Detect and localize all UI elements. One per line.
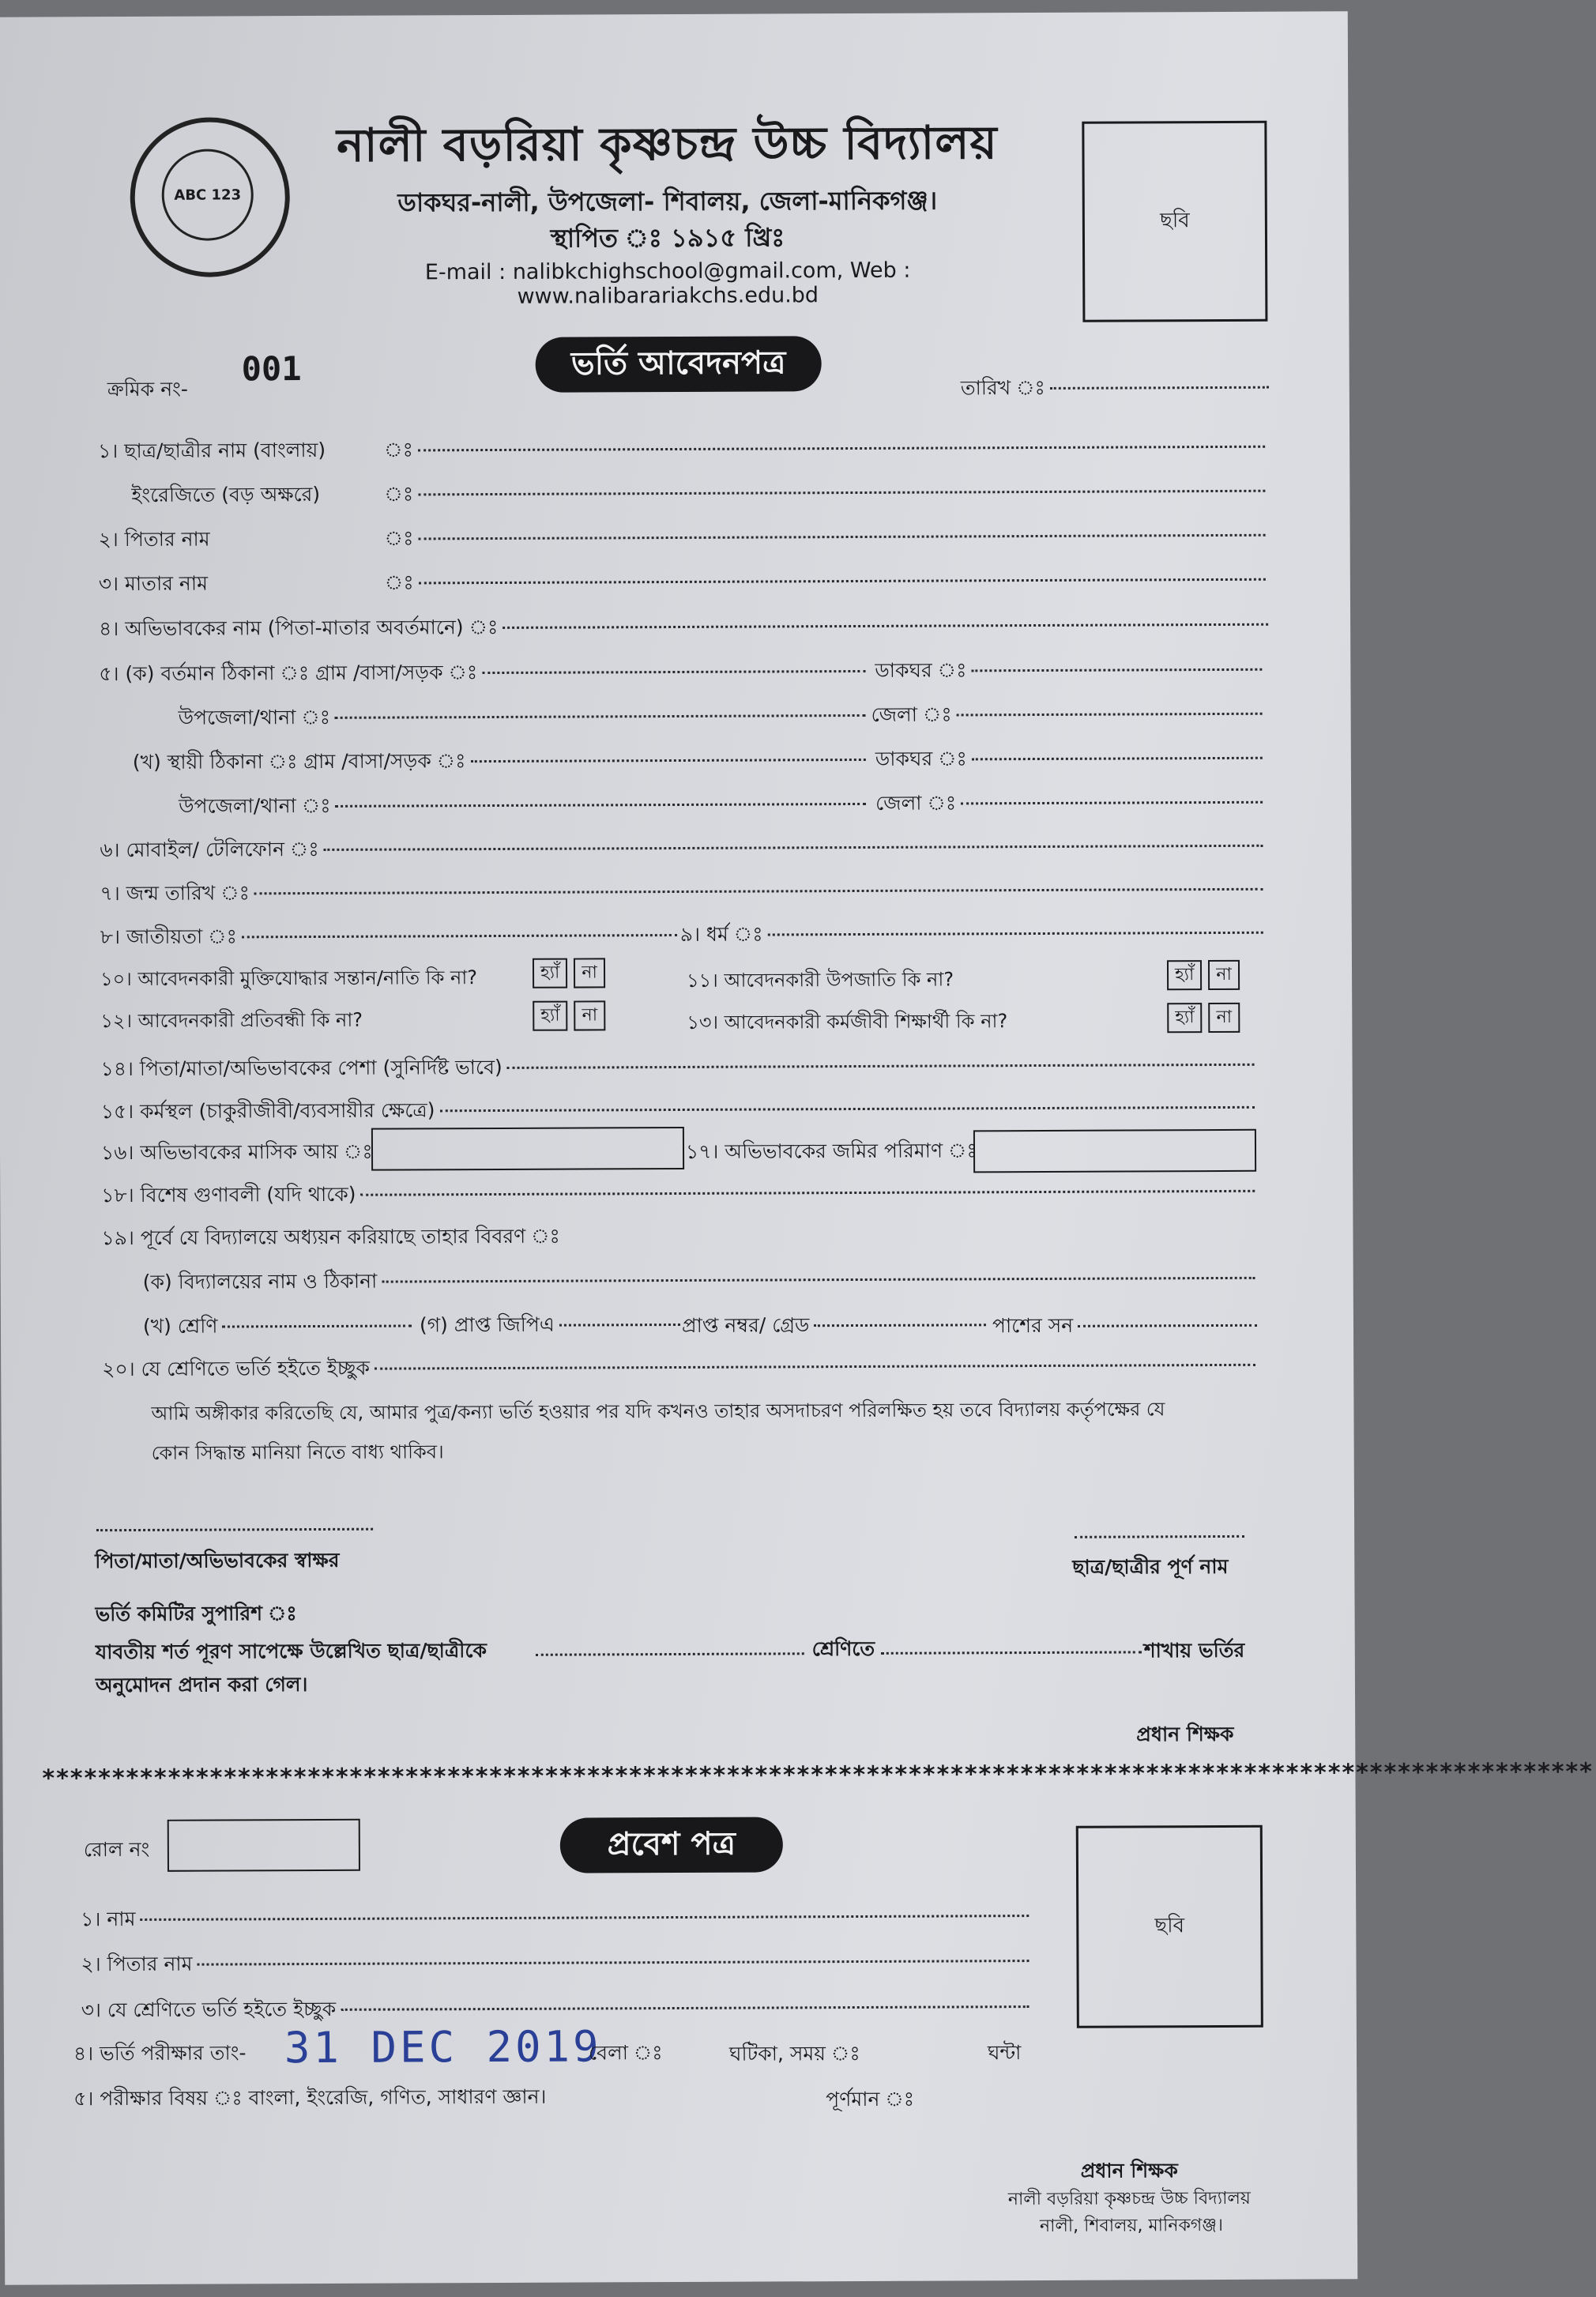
dots	[335, 714, 866, 719]
guardian-occupation-field[interactable]	[100, 1049, 1254, 1087]
nationality-field[interactable]	[100, 919, 677, 955]
f3-label: ৩। মাতার নাম	[98, 571, 208, 596]
f19-label: ১৯। পূর্বে যে বিদ্যালয়ে অধ্যয়ন করিয়াছে তাহার বিবরণ ঃ	[101, 1224, 560, 1250]
serial-label: ক্রমিক নং-	[107, 377, 188, 401]
dots	[418, 490, 1265, 496]
f6-label: ৬। মোবাইল/ টেলিফোন ঃ	[100, 837, 319, 862]
district-label-2: জেলা ঃ	[875, 791, 957, 815]
time-label: বেলা ঃ	[588, 2041, 663, 2065]
f1b-label: ইংরেজিতে (বড় অক্ষরে)	[131, 482, 321, 507]
admit-father-field[interactable]	[81, 1945, 1029, 1983]
a2-label: ২। পিতার নাম	[81, 1952, 193, 1976]
photo-box[interactable]	[1082, 121, 1267, 322]
f1-colon: ঃ	[384, 438, 413, 461]
full-marks-label: পূর্ণমান ঃ	[826, 2087, 915, 2111]
district-label: জেলা ঃ	[871, 702, 952, 726]
f11-yes-box[interactable]: হ্যাঁ	[1167, 960, 1202, 990]
f13-yes-box[interactable]: হ্যাঁ	[1167, 1003, 1202, 1033]
dots	[375, 1364, 1255, 1370]
admit-headmaster-school: নালী বড়রিয়া কৃষ্ণচন্দ্র উচ্চ বিদ্যালয়	[1007, 2188, 1251, 2210]
f13-no-box[interactable]: না	[1209, 1003, 1240, 1033]
hour-unit: ঘন্টা	[987, 2041, 1022, 2065]
f3-colon: ঃ	[384, 570, 414, 594]
post-label-2: ডাকঘর ঃ	[875, 747, 967, 770]
birthdate-field[interactable]	[100, 873, 1263, 912]
exam-date-stamp: 31 DEC 2019	[284, 2021, 602, 2073]
f19b1-label: (খ) শ্রেণি	[142, 1314, 218, 1338]
recommend-text-2: শ্রেণিতে	[811, 1636, 875, 1661]
f12-yes-box[interactable]: হ্যাঁ	[533, 1001, 567, 1031]
dots	[140, 1915, 1029, 1921]
dots	[336, 803, 867, 808]
dots	[971, 668, 1262, 672]
f19a-label: (ক) বিদ্যালয়ের নাম ও ঠিকানা	[142, 1269, 378, 1293]
school-address: ডাকঘর-নালী, উপজেলা- শিবালয়, জেলা-মানিকগঞ্জ।	[397, 185, 938, 218]
permanent-upazila-field[interactable]	[179, 788, 866, 825]
post-label: ডাকঘর ঃ	[875, 658, 967, 682]
headmaster-label: প্রধান শিক্ষক	[1136, 1722, 1234, 1746]
upazila-label: উপজেলা/থানা ঃ	[178, 705, 331, 729]
dots	[957, 713, 1263, 717]
roll-label: রোল নং	[83, 1837, 150, 1862]
date-label: তারিখ ঃ	[960, 375, 1045, 400]
form-title: ভর্তি আবেদনপত্র	[536, 336, 822, 393]
guardian-signature-label: পিতা/মাতা/অভিভাবকের স্বাক্ষর	[95, 1548, 340, 1573]
marks-grade-field[interactable]	[682, 1309, 986, 1344]
a4-label: ৪। ভর্তি পরীক্ষার তাং-	[73, 2041, 247, 2065]
admit-headmaster-address: নালী, শিবালয়, মানিকগঞ্জ।	[1039, 2215, 1223, 2237]
present-post-field[interactable]	[875, 653, 1262, 689]
recommend-text-3: শাখায় ভর্তির	[1143, 1638, 1245, 1663]
dots	[482, 670, 865, 674]
recommend-section-line[interactable]	[881, 1651, 1142, 1654]
recommend-text-4: অনুমোদন প্রদান করা গেল।	[95, 1673, 308, 1697]
dots	[503, 623, 1268, 629]
dots	[418, 446, 1265, 452]
hour-label: ঘটিকা, সময় ঃ	[728, 2041, 860, 2065]
admit-photo-label: ছবি	[1154, 1914, 1185, 1938]
dots	[254, 888, 1263, 895]
dots	[361, 1190, 1255, 1196]
dots	[972, 757, 1263, 761]
dots	[767, 932, 1263, 936]
dots	[242, 934, 677, 938]
student-name-line[interactable]	[1075, 1535, 1244, 1538]
f12-yes-no	[533, 1000, 605, 1030]
f19b4-label: পাশের সন	[992, 1313, 1074, 1338]
f16-label: ১৬। অভিভাবকের মাসিক আয় ঃ	[100, 1139, 373, 1165]
pledge-line-1: আমি অঙ্গীকার করিতেছি যে, আমার পুত্র/কন্যা ভর্তি হওয়ার পর যদি কখনও তাহার অসদাচরণ পরিলক্ষিত হয় তবে বিদ্যালয় কর্তৃপক্ষের যে	[151, 1398, 1165, 1425]
contact-info: E-mail : nalibkchighschool@gmail.com, Web : www.nalibarariakchs.edu.bd	[424, 258, 911, 309]
f10-yes-box[interactable]: হ্যাঁ	[533, 958, 567, 988]
student-name-label: ছাত্র/ছাত্রীর পূর্ণ নাম	[1072, 1554, 1229, 1579]
dots	[440, 1106, 1255, 1112]
pass-year-field[interactable]	[992, 1309, 1257, 1344]
f2-colon: ঃ	[384, 526, 414, 550]
f10-label: ১০। আবেদনকারী মুক্তিযোদ্ধার সন্তান/নাতি কি না?	[100, 966, 478, 991]
f10-yes-no	[533, 958, 605, 988]
f4-label: ৪। অভিভাবকের নাম (পিতা-মাতার অবর্তমানে) ঃ	[99, 615, 499, 641]
monthly-income-input[interactable]	[371, 1127, 684, 1171]
dots	[324, 845, 1263, 851]
a3-label: ৩। যে শ্রেণিতে ভর্তি হইতে ইচ্ছুক	[81, 1997, 337, 2022]
recommend-student-line[interactable]	[536, 1652, 804, 1655]
guardian-name-field[interactable]	[99, 608, 1268, 647]
dots	[419, 578, 1266, 585]
present-district-field[interactable]	[871, 698, 1263, 733]
f5a-label: ৫। (ক) বর্তমান ঠিকানা ঃ গ্রাম /বাসা/সড়ক ঃ	[99, 661, 478, 686]
a5-label: ৫। পরীক্ষার বিষয় ঃ বাংলা, ইংরেজি, গণিত, সাধারণ জ্ঞান।	[73, 2084, 547, 2111]
dots	[222, 1324, 412, 1327]
present-village-field[interactable]	[99, 655, 865, 692]
workplace-field[interactable]	[101, 1091, 1255, 1130]
f2-label: ২। পিতার নাম	[98, 527, 210, 552]
admit-name-field[interactable]	[81, 1900, 1029, 1937]
dots	[341, 2005, 1029, 2011]
date-field[interactable]	[961, 371, 1269, 407]
permanent-village-field[interactable]	[133, 744, 866, 781]
f17-label: ১৭। অভিভাবকের জমির পরিমাণ ঃ	[685, 1139, 977, 1163]
permanent-post-field[interactable]	[875, 742, 1263, 778]
admission-form-sheet	[0, 11, 1594, 2284]
present-upazila-field[interactable]	[179, 699, 866, 736]
father-name-field[interactable]	[385, 519, 1266, 557]
seal-emblem: ABC 123	[161, 149, 254, 241]
admit-photo-box[interactable]	[1076, 1825, 1263, 2028]
f14-label: ১৪। পিতা/মাতা/অভিভাবকের পেশা (সুনির্দিষ্ট ভাবে)	[100, 1055, 503, 1081]
serial-number: 001	[241, 349, 302, 389]
f12-label: ১২। আবেদনকারী প্রতিবন্ধী কি না?	[100, 1008, 363, 1033]
dots	[470, 759, 865, 763]
recommend-text-1: যাবতীয় শর্ত পূরণ সাপেক্ষে উল্লেখিত ছাত্র/ছাত্রীকে	[95, 1639, 487, 1664]
f20-label: ২০। যে শ্রেণিতে ভর্তি হইতে ইচ্ছুক	[102, 1356, 371, 1381]
f9-label: ৯। ধর্ম ঃ	[679, 922, 763, 946]
f13-label: ১৩। আবেদনকারী কর্মজীবী শিক্ষার্থী কি না?	[687, 1010, 1008, 1034]
dots	[814, 1324, 986, 1327]
f11-no-box[interactable]: না	[1208, 960, 1240, 990]
f13-yes-no	[1167, 1003, 1240, 1033]
school-name: নালী বড়রিয়া কৃষ্ণচন্দ্র উচ্চ বিদ্যালয়	[337, 115, 998, 172]
dots	[198, 1960, 1029, 1966]
admit-headmaster-title: প্রধান শিক্ষক	[1080, 2159, 1178, 2182]
f1-label: ১। ছাত্র/ছাত্রীর নাম (বাংলায়)	[98, 438, 326, 463]
f8-label: ৮। জাতীয়তা ঃ	[100, 924, 237, 949]
f11-yes-no	[1167, 960, 1240, 990]
photo-label: ছবি	[1159, 209, 1190, 233]
name-english-field[interactable]	[384, 475, 1265, 513]
dots	[1078, 1324, 1257, 1327]
upazila-label-2: উপজেলা/থানা ঃ	[179, 793, 331, 818]
mother-name-field[interactable]	[385, 563, 1266, 601]
mobile-field[interactable]	[100, 830, 1263, 868]
f19b3-label: প্রাপ্ত নম্বর/ গ্রেড	[681, 1313, 810, 1337]
f12-no-box[interactable]: না	[574, 1000, 606, 1030]
previous-class-field[interactable]	[143, 1309, 412, 1344]
f7-label: ৭। জন্ম তারিখ ঃ	[100, 881, 250, 906]
special-quality-field[interactable]	[101, 1175, 1255, 1214]
guardian-signature-line[interactable]	[96, 1528, 373, 1532]
a1-label: ১। নাম	[81, 1907, 136, 1931]
dots	[418, 534, 1265, 540]
f11-label: ১১। আবেদনকারী উপজাতি কি না?	[687, 968, 954, 992]
cut-line-stars: ***************************************************************************************************************	[42, 1757, 1594, 1793]
date-dots	[1050, 386, 1269, 390]
pledge-line-2: কোন সিদ্ধান্ত মানিয়া নিতে বাধ্য থাকিব।	[151, 1440, 444, 1464]
roll-number-input[interactable]	[168, 1819, 360, 1872]
f18-label: ১৮। বিশেষ গুণাবলী (যদি থাকে)	[101, 1182, 356, 1207]
committee-label: ভর্তি কমিটির সুপারিশ ঃ	[95, 1602, 297, 1626]
f5b-label: (খ) স্থায়ী ঠিকানা ঃ গ্রাম /বাসা/সড়ক ঃ	[132, 749, 466, 774]
land-amount-input[interactable]	[973, 1129, 1256, 1173]
established-year: স্থাপিত ঃ ১৯১৫ খ্রিঃ	[550, 222, 785, 254]
previous-school-field[interactable]	[143, 1262, 1255, 1301]
f1b-colon: ঃ	[384, 482, 414, 506]
school-seal-logo	[130, 117, 290, 277]
gpa-field[interactable]	[420, 1309, 680, 1343]
name-bangla-field[interactable]	[384, 431, 1265, 469]
f15-label: ১৫। কর্মস্থল (চাকুরীজীবী/ব্যবসায়ীর ক্ষেত্রে)	[100, 1098, 435, 1124]
permanent-district-field[interactable]	[875, 786, 1263, 822]
dots	[382, 1277, 1255, 1283]
desired-class-field[interactable]	[102, 1349, 1255, 1388]
dots	[961, 801, 1263, 805]
f10-no-box[interactable]: না	[574, 958, 605, 988]
admit-card-title: প্রবেশ পত্র	[560, 1817, 783, 1873]
religion-field[interactable]	[680, 917, 1263, 953]
dots	[559, 1324, 680, 1327]
dots	[507, 1064, 1255, 1069]
f19b2-label: (গ) প্রাপ্ত জিপিএ	[419, 1312, 555, 1337]
